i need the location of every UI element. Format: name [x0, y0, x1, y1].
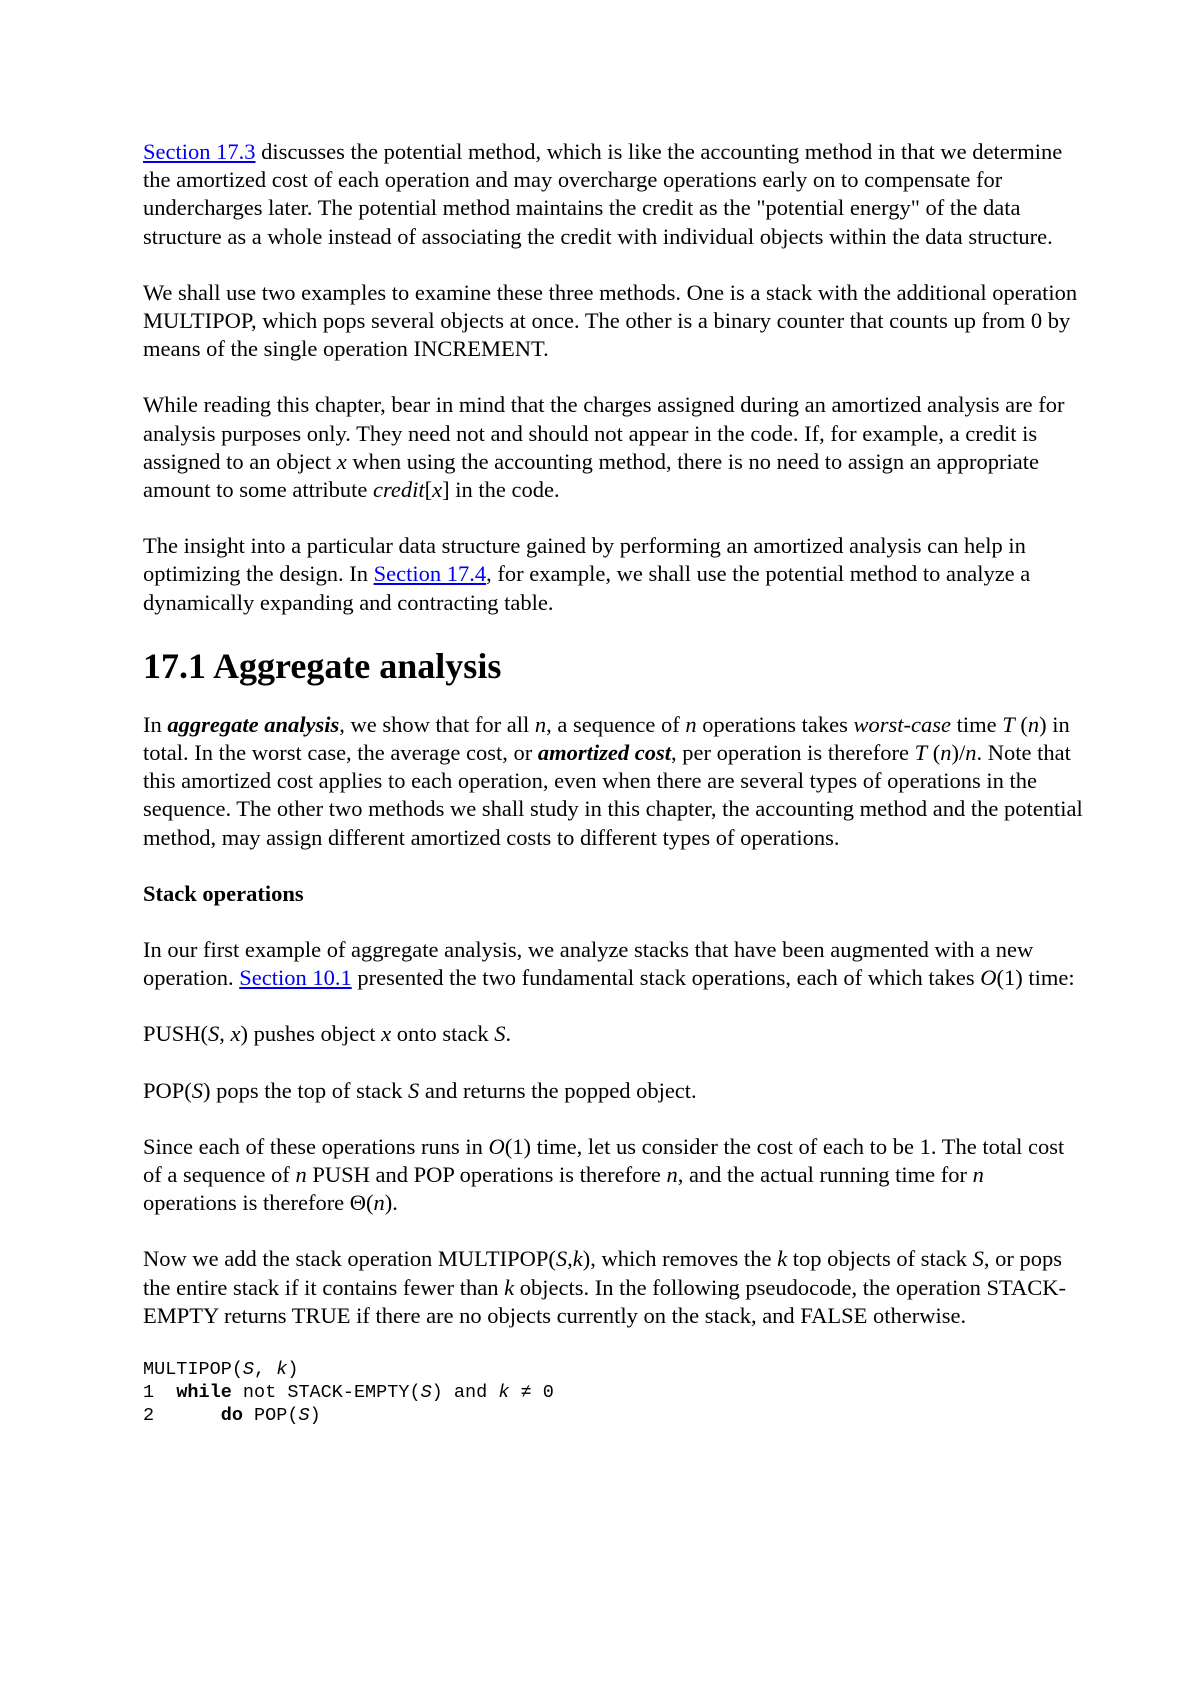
paragraph-pop	[143, 1077, 1083, 1105]
text: ), which removes the	[582, 1246, 778, 1272]
text: , for example, we shall use the potential method to analyze a dynamically expanding and contracting table.	[143, 561, 1031, 615]
term-amortized-cost: amortized cost	[537, 740, 671, 766]
var-S: S	[972, 1246, 984, 1272]
code-text: )	[431, 1382, 454, 1404]
text: ).	[384, 1190, 398, 1216]
var-S: S	[208, 1021, 220, 1047]
text: In	[143, 711, 168, 737]
code-text: )	[309, 1405, 321, 1427]
code-line-number: 1	[143, 1382, 177, 1404]
code-text: MULTIPOP(	[143, 1359, 243, 1381]
text: time	[951, 711, 1003, 737]
text: (1) time, let us consider the cost of each to be 1. The total cost of a sequence of	[143, 1133, 1065, 1188]
text: (	[927, 740, 941, 766]
text: and returns the popped object.	[419, 1077, 697, 1103]
var-n: n	[373, 1190, 385, 1216]
text: operations is therefore Θ(	[143, 1190, 374, 1216]
text: We shall use two examples to examine these three methods. One is a stack with the additional operation MULTIPOP, which pops several objects at once. The other is a binary counter that counts up from 0 by means of the single operation INCREMENT.	[143, 279, 1078, 362]
text: objects. In the following pseudocode, the operation STACK-EMPTY returns TRUE if there are no objects currently on the stack, and FALSE otherwise.	[143, 1274, 1066, 1328]
var-credit: credit	[372, 477, 425, 503]
text: Now we add the stack operation MULTIPOP(	[143, 1246, 556, 1272]
var-k: k	[777, 1246, 788, 1272]
code-text: not STACK-EMPTY(	[231, 1382, 421, 1404]
var-S: S	[494, 1021, 506, 1047]
text: ] in the code.	[442, 477, 560, 503]
text: , per operation is therefore	[670, 740, 915, 766]
code-var-k: k	[276, 1359, 288, 1381]
var-k: k	[572, 1246, 583, 1272]
text: ) in total. In the worst case, the average cost, or	[143, 711, 1070, 766]
text: )/	[951, 740, 966, 766]
var-x: x	[336, 448, 347, 474]
text: , a sequence of	[546, 711, 686, 737]
text: , and the actual running time for	[677, 1162, 973, 1188]
text: The insight into a particular data structure gained by performing an amortized analysis can help in optimizing the design. In	[143, 533, 1026, 587]
var-x: x	[432, 477, 443, 503]
subsection-heading: Stack operations	[143, 880, 304, 906]
var-x: x	[381, 1021, 392, 1047]
text: In our first example of aggregate analysis, we analyze stacks that have been augmented with a new operation.	[143, 937, 1034, 991]
text: (	[1014, 711, 1028, 737]
code-text: ,	[254, 1359, 277, 1381]
text: .	[505, 1021, 512, 1047]
text: presented the two fundamental stack operations, each of which takes	[351, 965, 981, 991]
var-x: x	[230, 1021, 241, 1047]
code-line-0	[143, 1359, 298, 1380]
link-section-17-3[interactable]: Section 17.3	[143, 139, 256, 164]
text: Since each of these operations runs in	[143, 1133, 489, 1159]
paragraph-charges-note	[143, 391, 1083, 504]
text: top objects of stack	[787, 1246, 973, 1272]
text: operations takes	[696, 711, 854, 737]
var-S: S	[555, 1246, 568, 1272]
var-T: T	[914, 740, 928, 766]
code-keyword-and: and	[453, 1382, 488, 1404]
code-var-S: S	[298, 1405, 310, 1427]
code-line-number: 2	[143, 1405, 221, 1427]
var-S: S	[408, 1077, 420, 1103]
text: ,	[219, 1021, 231, 1047]
pseudocode-multipop	[143, 1358, 1083, 1427]
paragraph-insight	[143, 532, 1083, 617]
code-var-S: S	[420, 1382, 432, 1404]
text: discusses the potential method, which is like the accounting method in that we determine the amortized cost of each operation and may overcharge operations early on to compensate for undercharges later. The potential method maintains the credit as the "potential energy" of the data structure as a whole instead of associating the credit with individual objects within the data structure.	[143, 139, 1063, 249]
var-S: S	[191, 1077, 204, 1103]
code-var-S: S	[242, 1359, 255, 1381]
text: onto stack	[391, 1021, 495, 1047]
text: While reading this chapter, bear in mind that the charges assigned during an amortized analysis are for analysis purposes only. They need not and should not appear in the code. If, for example, a credit is assigned to an object	[143, 392, 1065, 474]
code-text: POP(	[242, 1405, 299, 1427]
text: POP(	[143, 1077, 192, 1103]
section-heading: 17.1 Aggregate analysis	[143, 645, 502, 686]
code-text	[487, 1382, 498, 1403]
document-page	[143, 138, 1083, 1427]
paragraph-aggregate-definition	[143, 711, 1083, 852]
var-T: T	[1002, 711, 1015, 737]
text: . Note that this amortized cost applies to each operation, even when there are several types of operations in the sequence. The other two methods we shall study in this chapter, the accounting method and the potential method, may assign different amortized costs to different types of operations.	[143, 740, 1083, 850]
link-section-17-4[interactable]: Section 17.4	[373, 561, 487, 587]
paragraph-cost	[143, 1133, 1083, 1218]
code-text: )	[287, 1359, 299, 1381]
text: [	[424, 477, 433, 503]
code-line-1	[143, 1382, 554, 1403]
paragraph-intro-potential	[143, 138, 1083, 251]
emph-worst-case: worst-case	[853, 711, 951, 737]
term-aggregate-analysis: aggregate analysis	[167, 711, 340, 737]
text: ) pushes object	[240, 1021, 382, 1047]
code-keyword-while: while	[176, 1382, 232, 1404]
paragraph-stack-intro	[143, 936, 1083, 992]
var-n: n	[534, 711, 547, 737]
var-n: n	[972, 1162, 984, 1188]
var-k: k	[504, 1274, 515, 1300]
text: PUSH and POP operations is therefore	[306, 1162, 667, 1188]
paragraph-push	[143, 1020, 1083, 1048]
text: ) pops the top of stack	[203, 1077, 408, 1103]
var-O: O	[980, 965, 997, 991]
code-var-k: k	[498, 1382, 510, 1404]
text: , or pops the entire stack if it contains fewer than	[143, 1246, 1063, 1300]
text: when using the accounting method, there is no need to assign an appropriate amount to some attribute	[143, 448, 1040, 503]
text: ,	[567, 1246, 573, 1272]
text: (1) time:	[996, 965, 1075, 991]
code-keyword-do: do	[220, 1405, 243, 1427]
text: , we show that for all	[339, 711, 535, 737]
code-line-2	[143, 1405, 321, 1426]
paragraph-examples	[143, 279, 1083, 364]
var-n: n	[1027, 711, 1040, 737]
link-section-10-1[interactable]: Section 10.1	[239, 965, 352, 991]
var-n: n	[666, 1162, 678, 1188]
paragraph-multipop	[143, 1245, 1083, 1330]
var-n: n	[295, 1162, 307, 1188]
text: PUSH(	[143, 1021, 209, 1047]
var-n: n	[685, 711, 697, 737]
var-n: n	[965, 740, 977, 766]
var-O: O	[488, 1133, 505, 1159]
code-text: ≠ 0	[509, 1382, 554, 1404]
var-n: n	[940, 740, 952, 766]
